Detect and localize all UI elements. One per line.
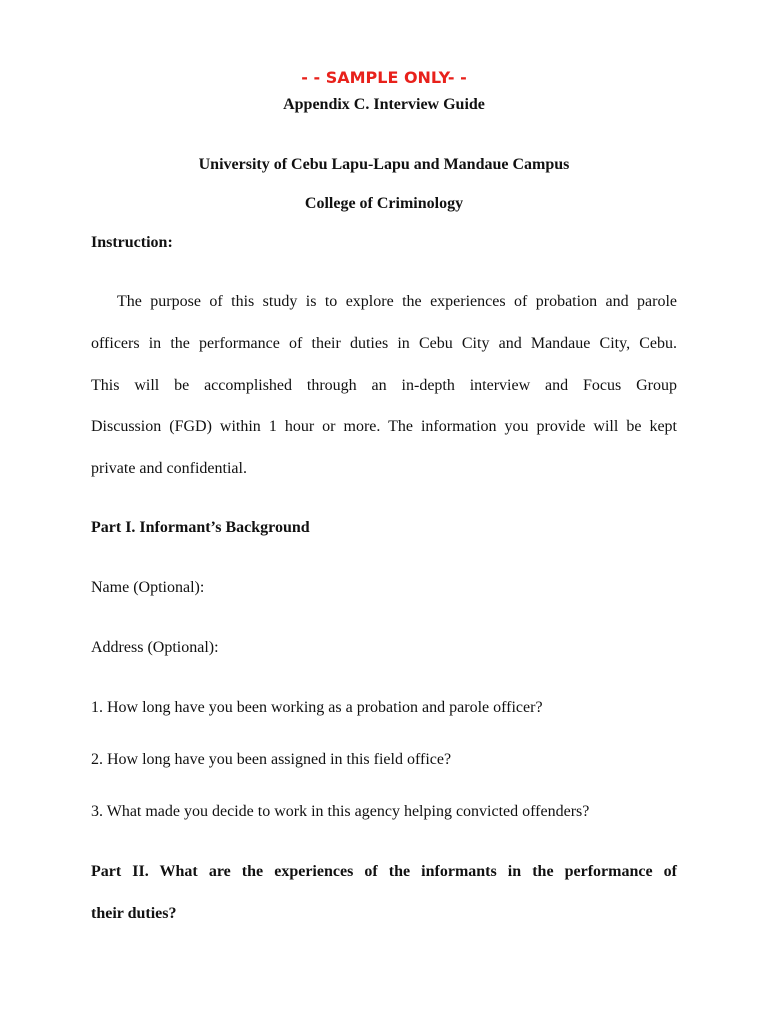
- name-label: Name (Optional):: [91, 579, 205, 596]
- address-label: Address (Optional):: [91, 639, 219, 656]
- paragraph-line: The purpose of this study is to explore the experiences of probation and parole: [117, 293, 677, 310]
- college-name: College of Criminology: [304, 195, 464, 212]
- sample-watermark: - - SAMPLE ONLY- -: [301, 68, 467, 87]
- question-item: 1. How long have you been working as a probation and parole officer?: [91, 699, 543, 716]
- question-item: 3. What made you decide to work in this agency helping convicted offenders?: [91, 803, 590, 820]
- instruction-heading: Instruction:: [91, 234, 173, 251]
- part2-heading-continued: their duties?: [91, 905, 177, 922]
- paragraph-line: private and confidential.: [91, 460, 247, 477]
- paragraph-line: Discussion (FGD) within 1 hour or more. The information you provide will be kept: [91, 418, 677, 435]
- paragraph-line: This will be accomplished through an in-depth interview and Focus Group: [91, 377, 677, 394]
- part2-heading: Part II. What are the experiences of the informants in the performance of: [91, 863, 677, 880]
- question-item: 2. How long have you been assigned in this field office?: [91, 751, 452, 768]
- appendix-title: Appendix C. Interview Guide: [283, 96, 485, 113]
- university-name: University of Cebu Lapu-Lapu and Mandaue Campus: [198, 156, 570, 173]
- part1-heading: Part I. Informant’s Background: [91, 519, 310, 536]
- paragraph-line: officers in the performance of their duties in Cebu City and Mandaue City, Cebu.: [91, 335, 677, 352]
